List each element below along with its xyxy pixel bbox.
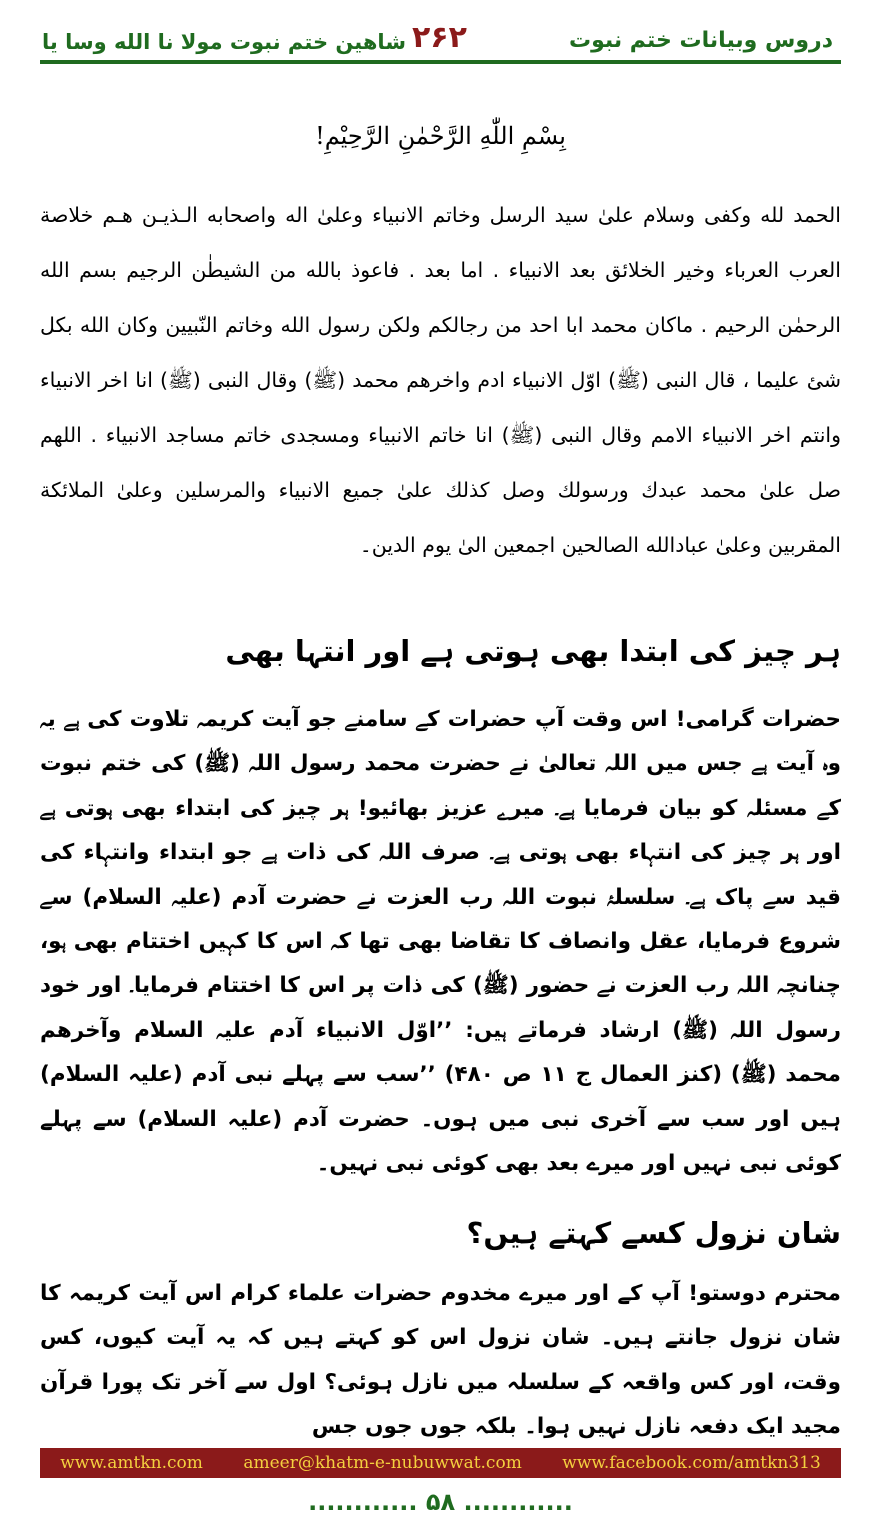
bismillah: بِسْمِ اللّٰهِ الرَّحْمٰنِ الرَّحِيْمِ! — [315, 122, 566, 150]
section-2-paragraph: محترم دوستو! آپ کے اور میرے مخدوم حضرات علماء کرام اس آیت کریمہ کا شان نزول جانتے ہیں۔ شان نزول اس کو کہتے ہیں کہ یہ آیت کیوں، کس وقت، اور کس واقعہ کے سلسلہ میں نازل ہوئی؟ اول سے آخر تک پورا قرآن مجید ایک دفعہ نازل نہیں ہوا۔ بلکہ جوں جوں جس — [40, 1281, 841, 1440]
footer-email-link[interactable]: ameer@khatm-e-nubuwwat.com — [243, 1453, 522, 1473]
header-page-number: ۲۶۲ — [412, 20, 467, 55]
page-header — [40, 18, 841, 58]
section-heading-1: ہر چیز کی ابتدا بھی ہوتی ہے اور انتہا بھی — [225, 634, 841, 668]
section-2-body — [40, 1272, 841, 1450]
author-title: شاهین ختم نبوت مولا نا الله وسا یا — [42, 30, 406, 54]
section-1-body — [40, 698, 841, 1186]
footer-bar — [40, 1448, 841, 1478]
header-divider — [40, 60, 841, 64]
book-title: دروس وبیانات ختم نبوت — [569, 28, 833, 53]
section-heading-2: شان نزول کسے کہتے ہیں؟ — [466, 1216, 841, 1250]
footer-facebook-link[interactable]: www.facebook.com/amtkn313 — [562, 1453, 821, 1473]
page-number: ............ ۵۸ ............ — [308, 1488, 573, 1516]
arabic-paragraph: الحمد لله وكفى وسلام علىٰ سيد الرسل وخاتم الانبياء وعلىٰ اله واصحابه الـذيـن هـم خلاصة العرب العرباء وخير الخلائق بعد الانبياء . اما بعد . فاعوذ بالله من الشيطٰن الرجيم بسم الله الرحمٰن الرحيم . ماكان محمد ابا احد من رجالكم ولكن رسول الله وخاتم النّبيين وكان الله بكل شئ عليما ، قال النبى (ﷺ) اوّل الانبياء ادم واخرهم محمد (ﷺ) وقال النبى (ﷺ) انا اخر الانبياء وانتم اخر الانبياء الامم وقال النبى (ﷺ) انا خاتم الانبياء ومسجدى خاتم مساجد الانبياء . اللهم صل علىٰ محمد عبدك ورسولك وصل كذلك علىٰ جميع الانبياء والمرسلين وعلىٰ الملائكة المقربين وعلىٰ عبادالله الصالحين اجمعين الىٰ يوم الدين۔ — [40, 203, 841, 557]
arabic-khutba — [40, 188, 841, 573]
footer-website-link[interactable]: www.amtkn.com — [60, 1453, 203, 1473]
section-1-paragraph: حضرات گرامی! اس وقت آپ حضرات کے سامنے جو آیت کریمہ تلاوت کی ہے یہ وہ آیت ہے جس میں اللہ تعالیٰ نے حضرت محمد رسول اللہ (ﷺ) کی ختم نبوت کے مسئلہ کو بیان فرمایا ہے۔ میرے عزیز بھائیو! ہر چیز کی ابتداء بھی ہوتی ہے اور ہر چیز کی انتہاء بھی ہوتی ہے۔ صرف اللہ کی ذات ہے جو ابتداء وانتہاء کی قید سے پاک ہے۔ سلسلۂ نبوت اللہ رب العزت نے حضرت آدم (علیہ السلام) سے شروع فرمایا، عقل وانصاف کا تقاضا بھی تھا کہ اس کا کہیں اختتام بھی ہو، چنانچہ اللہ رب العزت نے حضور (ﷺ) کی ذات پر اس کا اختتام فرمایا۔ اور خود رسول اللہ (ﷺ) ارشاد فرماتے ہیں: ’’اوّل الانبیاء آدم علیہ السلام وآخرھم محمد (ﷺ) (کنز العمال ج ۱۱ ص ۴۸۰) ’’سب سے پہلے نبی آدم (علیہ السلام) ہیں اور سب سے آخری نبی میں ہوں۔ حضرت آدم (علیہ السلام) سے پہلے کوئی نبی نہیں اور میرے بعد بھی کوئی نبی نہیں۔ — [40, 707, 841, 1177]
